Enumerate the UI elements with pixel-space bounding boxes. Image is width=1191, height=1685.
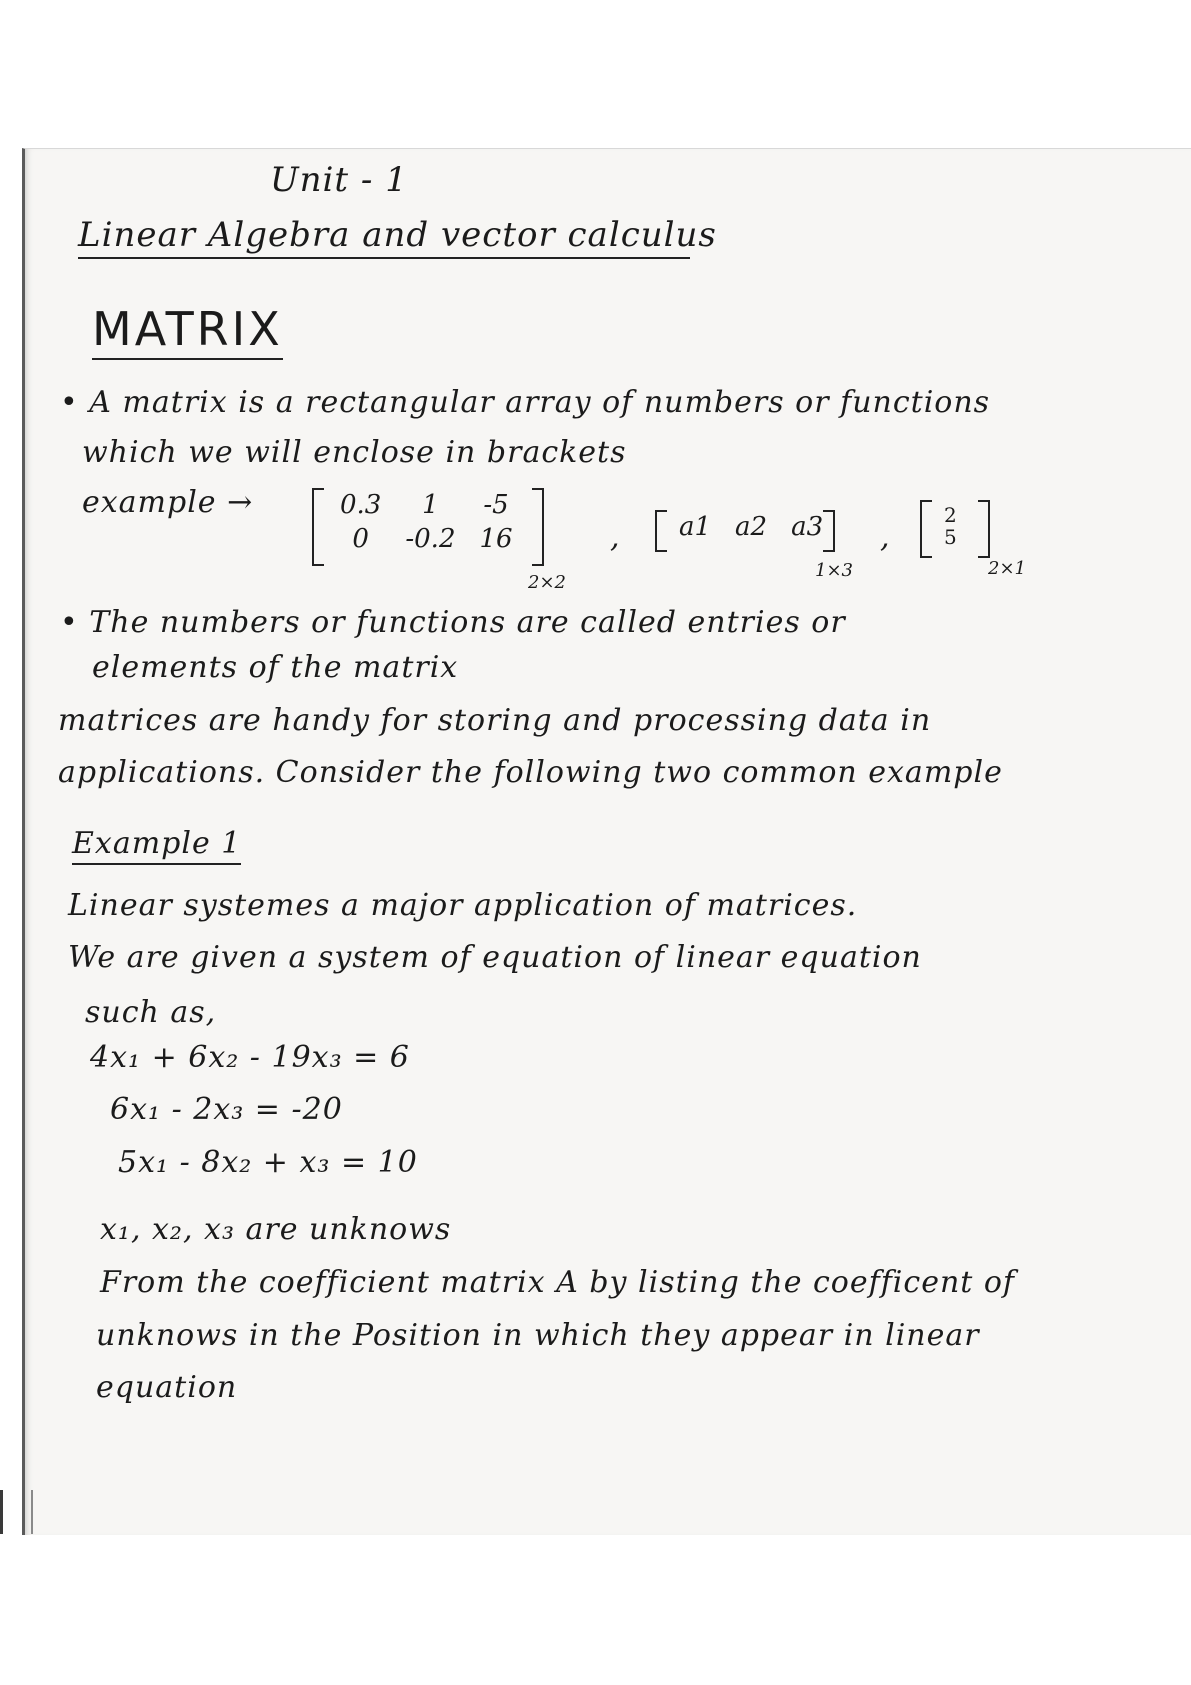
equation-1: 4x₁ + 6x₂ - 19x₃ = 6 [90, 1040, 410, 1075]
left-bracket [920, 500, 932, 558]
definition-line-1: • A matrix is a rectangular array of numbers or functions [60, 385, 991, 420]
page-binding-edge [0, 1490, 33, 1534]
separator: , [880, 520, 891, 555]
entries-line-2: elements of the matrix [92, 650, 459, 685]
coefficient-line-1: From the coefficient matrix A by listing the coefficent of [100, 1265, 1016, 1300]
matrix-order: 2×2 [528, 572, 566, 593]
unit-heading: Unit - 1 [270, 160, 408, 200]
handy-line-1: matrices are handy for storing and processing data in [58, 703, 932, 738]
coefficient-line-3: equation [96, 1370, 238, 1405]
subtitle: Linear Algebra and vector calculus [78, 215, 690, 259]
matrix-column [944, 504, 957, 548]
equation-2: 6x₁ - 2x₃ = -20 [110, 1092, 343, 1127]
matrix-cell: a1 [679, 512, 712, 542]
matrix-cell: 5 [944, 525, 957, 549]
matrix-cell: 2 [944, 503, 957, 527]
matrix-1x3 [655, 510, 835, 552]
definition-line-2: which we will enclose in brackets [82, 435, 627, 470]
matrix-cell: -0.2 [405, 524, 456, 554]
separator: , [610, 520, 621, 555]
left-bracket [312, 488, 324, 566]
matrix-cell: -5 [483, 490, 509, 520]
matrix-order: 2×1 [988, 558, 1026, 579]
matrix-order: 1×3 [815, 560, 853, 581]
matrix-cell: 1 [422, 490, 439, 520]
right-bracket [823, 510, 835, 552]
entries-line-1: • The numbers or functions are called entries or [60, 605, 846, 640]
matrix-2x3 [312, 488, 544, 566]
section-title: MATRIX [92, 302, 283, 360]
matrix-2x1 [920, 500, 990, 558]
right-bracket [978, 500, 990, 558]
left-bracket [655, 510, 667, 552]
example1-line-2: We are given a system of equation of linear equation [68, 940, 922, 975]
coefficient-line-2: unknows in the Position in which they appear in linear [96, 1318, 980, 1353]
matrix-cell: 0.3 [340, 490, 382, 520]
example1-heading: Example 1 [72, 826, 241, 865]
matrix-cell: a3 [791, 512, 824, 542]
matrix-cell: 16 [479, 524, 513, 554]
equation-3: 5x₁ - 8x₂ + x₃ = 10 [118, 1145, 418, 1180]
example1-line-1: Linear systemes a major application of matrices. [68, 888, 858, 923]
example1-line-3: such as, [85, 995, 217, 1030]
right-bracket [532, 488, 544, 566]
matrix-cell: a2 [735, 512, 768, 542]
unknowns-line: x₁, x₂, x₃ are unknows [100, 1212, 452, 1247]
example-label: example → [82, 485, 254, 520]
handy-line-2: applications. Consider the following two common example [58, 755, 1003, 790]
matrix-cell: 0 [352, 524, 369, 554]
